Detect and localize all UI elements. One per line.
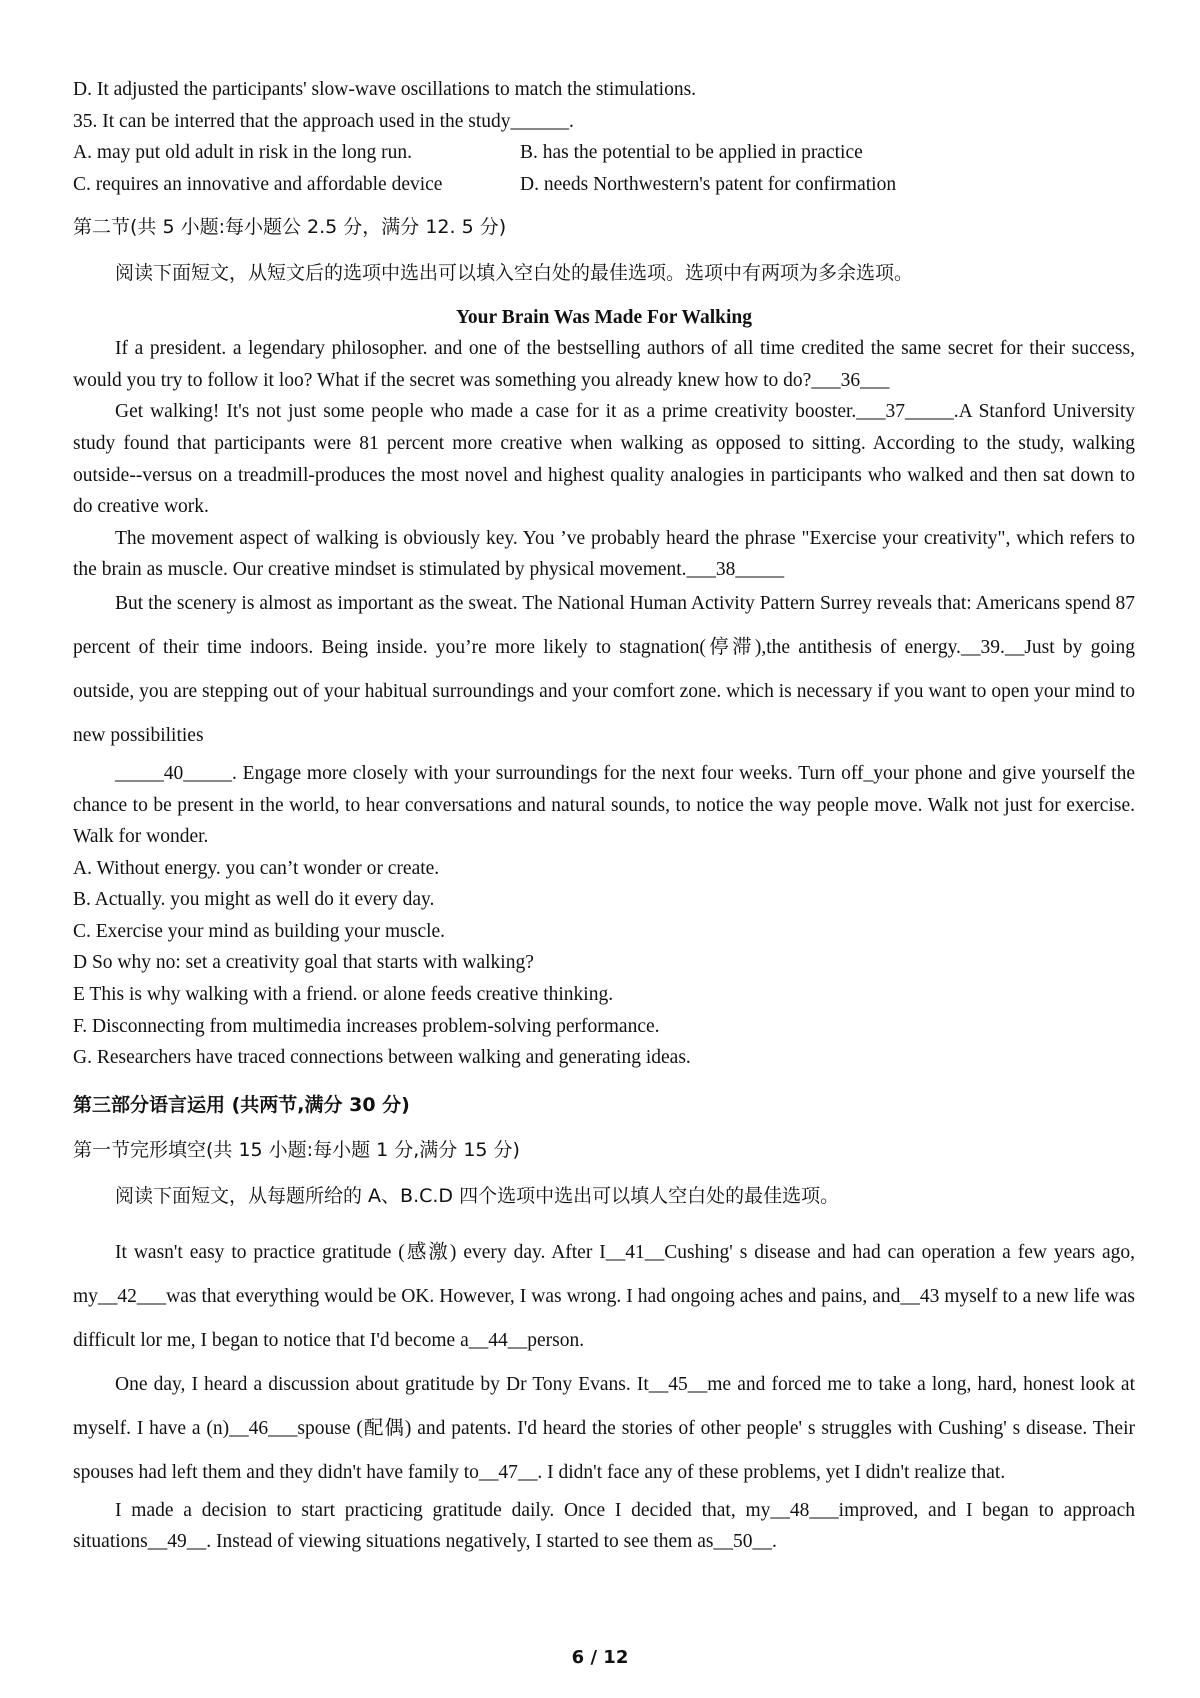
blank-41: __41__: [605, 1241, 665, 1263]
paragraph-text: But the scenery is almost as important as the sweat. The National Human Activity Pattern Surrey reveals that: Americans spend 87 percent of their time indoors. Being inside. you’re more likely to stagnation(停滞),the antithesis of energy.: [73, 592, 1135, 658]
paragraph-text: .: [772, 1531, 777, 1553]
paragraph-text: Just by going outside, you are stepping out of your habitual surroundings and your comfort zone. which is necessary if you want to open your mind to new possibilities: [73, 636, 1135, 746]
blank-49: __49__: [147, 1531, 207, 1553]
blank-38: ___38_____: [686, 559, 785, 581]
passage-paragraph-2: [73, 396, 1135, 522]
cloze-paragraph-3: [73, 1495, 1135, 1558]
paragraph-text: myself to a new life was difficult lor me, I began to notice that I'd become a: [73, 1285, 1136, 1351]
page-number: 6 / 12: [571, 1647, 629, 1668]
q35-option-c: C. requires an innovative and affordable device: [73, 173, 443, 195]
passage-paragraph-1: [73, 333, 1135, 396]
option-a: A. Without energy. you can’t wonder or create.: [73, 857, 440, 879]
passage-paragraph-5: [73, 758, 1135, 853]
paragraph-text: It wasn't easy to practice gratitude (感激) every day. After I: [115, 1241, 606, 1263]
blank-43: __43: [900, 1285, 940, 1307]
paragraph-text: was that everything would be OK. However, I was wrong. I had ongoing aches and pains, and: [166, 1285, 901, 1307]
paragraph-text: I made a decision to start practicing gratitude daily. Once I decided that, my: [115, 1499, 771, 1521]
blank-45: __45__: [648, 1373, 708, 1395]
paragraph-text: If a president. a legendary philosopher. and one of the bestselling authors of all time credited the same secret for their success, would you try to follow it loo? What if the secret was something you already knew how to do?: [73, 338, 1135, 391]
q35-option-d: D. needs Northwestern's patent for confirmation: [520, 173, 897, 195]
option-b: B. Actually. you might as well do it every day.: [73, 889, 435, 911]
paragraph-text: .A Stanford University study found that participants were 81 percent more creative when walking as opposed to sitting. According to the study, walking outside--versus on a treadmill-produces the most novel and highest quality analogies in participants who walked and then sat down to do creative work.: [73, 401, 1135, 518]
exam-page: [73, 74, 1135, 1558]
paragraph-text: improved, and I began to approach situations: [73, 1499, 1135, 1553]
blank-39: __39.__: [960, 636, 1025, 658]
option-c: C. Exercise your mind as building your muscle.: [73, 920, 446, 942]
paragraph-text: me and forced me to take a long, hard, honest look at myself. I have a (n): [73, 1373, 1135, 1439]
blank-36: ___36___: [811, 369, 890, 391]
blank-50: __50__: [713, 1531, 772, 1553]
q35-stem: 35. It can be interred that the approach used in the study______.: [73, 110, 574, 132]
passage-paragraph-4: [73, 582, 1135, 758]
paragraph-text: spouse (配偶) and patents. I'd heard the stories of other people' s struggles with Cushing' s disease. Their spouses had left them and they didn't have family to: [73, 1417, 1135, 1483]
cloze-paragraph-1: [73, 1231, 1135, 1363]
section2-instruction: 阅读下面短文，从短文后的选项中选出可以填入空白处的最佳选项。选项中有两项为多余选项。: [115, 261, 914, 284]
passage-paragraph-3: [73, 523, 1135, 586]
blank-46: __46___: [229, 1417, 298, 1439]
option-d: D So why no: set a creativity goal that starts with walking?: [73, 952, 534, 974]
option-e: E This is why walking with a friend. or alone feeds creative thinking.: [73, 984, 614, 1006]
paragraph-text: One day, I heard a discussion about gratitude by Dr Tony Evans. It: [115, 1373, 649, 1395]
q35-options-row-1: [73, 137, 1135, 169]
passage-title: Your Brain Was Made For Walking: [456, 306, 752, 328]
paragraph-text: person.: [527, 1329, 585, 1351]
blank-48: __48___: [770, 1499, 839, 1521]
part3-section1-heading: 第一节完形填空(共 15 小题:每小题 1 分,满分 15 分): [73, 1139, 520, 1162]
section2-heading: 第二节(共 5 小题:每小题公 2.5 分，满分 12. 5 分): [73, 216, 507, 239]
q34-option-d: D. It adjusted the participants' slow-wave oscillations to match the stimulations.: [73, 79, 697, 100]
paragraph-text: . Engage more closely with your surroundings for the next four weeks. Turn off_your phone and give yourself the chance to be present in the world, to hear conversations and natural sounds, to notice the way people move. Walk not just for exercise. Walk for wonder.: [73, 762, 1135, 848]
blank-44: __44__: [468, 1329, 528, 1351]
q35-options-row-2: [73, 169, 1135, 201]
part3-instruction: 阅读下面短文，从每题所给的 A、B.C.D 四个选项中选出可以填人空白处的最佳选项。: [115, 1185, 840, 1208]
q35-option-b: B. has the potential to be applied in practice: [520, 142, 863, 164]
blank-40: _____40_____: [115, 762, 232, 784]
blank-42: __42___: [97, 1285, 167, 1307]
blank-37: ___37_____: [856, 401, 954, 423]
paragraph-text: Cushing' s disease and had can operation a few years ago, my: [73, 1241, 1136, 1307]
blank-47: __47__: [478, 1461, 538, 1483]
paragraph-text: Get walking! It's not just some people who made a case for it as a prime creativity booster.: [115, 401, 857, 423]
option-f: F. Disconnecting from multimedia increases problem-solving performance.: [73, 1015, 660, 1037]
part3-heading: 第三部分语言运用 (共两节,满分 30 分): [73, 1093, 410, 1116]
cloze-paragraph-2: [73, 1363, 1135, 1495]
paragraph-text: . I didn't face any of these problems, yet I didn't realize that.: [537, 1461, 1006, 1483]
paragraph-text: The movement aspect of walking is obviously key. You ’ve probably heard the phrase "Exercise your creativity", which refers to the brain as muscle. Our creative mindset is stimulated by physical movement.: [73, 527, 1135, 581]
q35-option-a: A. may put old adult in risk in the long run.: [73, 142, 413, 164]
option-g: G. Researchers have traced connections between walking and generating ideas.: [73, 1047, 691, 1069]
paragraph-text: . Instead of viewing situations negatively, I started to see them as: [206, 1531, 714, 1553]
